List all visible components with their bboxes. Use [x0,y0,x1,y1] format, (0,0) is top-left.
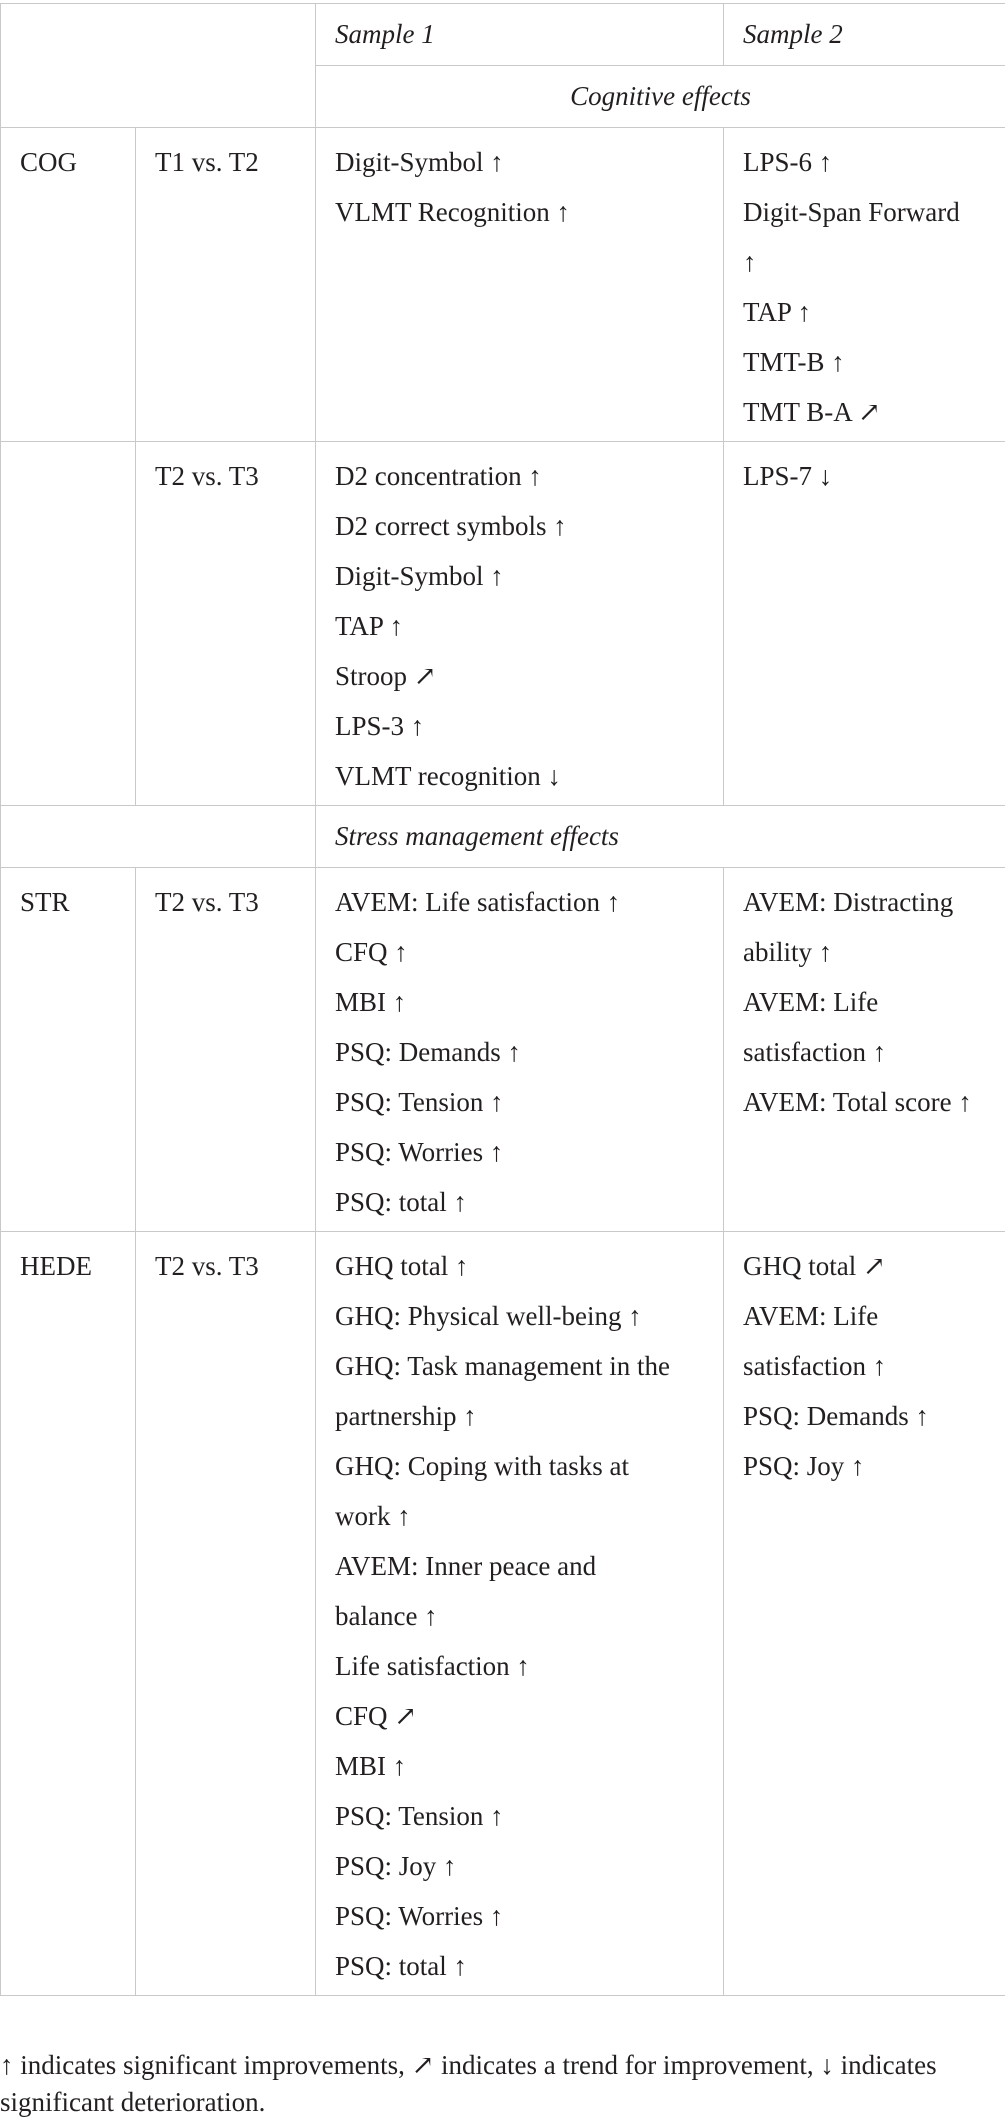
result-item: balance ↑ [335,1601,438,1631]
result-item: Life satisfaction ↑ [335,1651,530,1681]
sample1-results-cell [316,1232,724,1996]
result-item: PSQ: total ↑ [335,1187,468,1217]
result-item: Digit-Symbol ↑ [335,147,504,177]
header-empty-cell [1,4,316,128]
section-stress-label: Stress management effects [335,821,619,851]
result-item: LPS-7 ↓ [743,461,833,491]
section-stress-empty-cell [1,806,316,868]
section-cognitive-cell [316,66,1005,128]
result-item: GHQ: Coping with tasks at [335,1451,629,1481]
table-footnote [0,2047,1005,2121]
result-item: AVEM: Life [743,987,879,1017]
group-label: HEDE [20,1251,92,1281]
result-item: Digit-Symbol ↑ [335,561,504,591]
result-item: D2 concentration ↑ [335,461,542,491]
result-item: PSQ: total ↑ [335,1951,468,1981]
sample2-results-cell [724,128,1005,442]
group-cell [1,442,136,806]
result-item: PSQ: Joy ↑ [335,1851,457,1881]
comparison-label: T2 vs. T3 [155,461,259,491]
result-item: satisfaction ↑ [743,1037,887,1067]
result-item: AVEM: Inner peace and [335,1551,597,1581]
result-item: LPS-6 ↑ [743,147,833,177]
sample1-results-cell [316,128,724,442]
result-item: partnership ↑ [335,1401,477,1431]
footnote-line-2: significant deterioration. [0,2087,266,2117]
footnote-line-1: ↑ indicates significant improvements, ↗ indicates a trend for improvement, ↓ indicates [0,2050,937,2080]
result-item: satisfaction ↑ [743,1351,887,1381]
result-item: TMT-B ↑ [743,347,845,377]
sample2-results-cell [724,1232,1005,1996]
result-item: LPS-3 ↑ [335,711,425,741]
comparison-cell [136,442,316,806]
result-item: MBI ↑ [335,987,407,1017]
result-item: PSQ: Joy ↑ [743,1451,865,1481]
table-row [1,868,1005,1232]
sample1-results-cell [316,868,724,1232]
table-row [1,442,1005,806]
group-label: STR [20,887,70,917]
result-item: GHQ total ↗ [743,1251,886,1281]
sample2-results-cell [724,442,1005,806]
result-item: Stroop ↗ [335,661,437,691]
result-item: VLMT Recognition ↑ [335,197,570,227]
result-item: AVEM: Life satisfaction ↑ [335,887,621,917]
result-item: ability ↑ [743,937,833,967]
comparison-label: T2 vs. T3 [155,1251,259,1281]
result-item: work ↑ [335,1501,411,1531]
result-item: CFQ ↑ [335,937,408,967]
group-label [20,442,116,451]
section-stress-cell [316,806,1005,868]
result-item: VLMT recognition ↓ [335,761,561,791]
results-table [0,3,1005,1996]
sample1-results-cell [316,442,724,806]
table-row [1,1232,1005,1996]
header-sample1: Sample 1 [335,19,435,49]
result-item: GHQ: Task management in the [335,1351,671,1381]
comparison-cell [136,128,316,442]
group-label: COG [20,147,78,177]
header-sample1-cell [316,4,724,66]
result-item: AVEM: Total score ↑ [743,1087,972,1117]
result-item: GHQ total ↑ [335,1251,469,1281]
result-item: ↑ [743,247,757,277]
comparison-cell [136,868,316,1232]
header-sample2: Sample 2 [743,19,843,49]
group-cell [1,128,136,442]
sample2-results-cell [724,868,1005,1232]
comparison-label: T2 vs. T3 [155,887,259,917]
result-item: AVEM: Distracting [743,887,954,917]
result-item: TAP ↑ [743,297,812,327]
comparison-label: T1 vs. T2 [155,147,259,177]
result-item: PSQ: Demands ↑ [335,1037,522,1067]
comparison-cell [136,1232,316,1996]
header-sample2-cell [724,4,1005,66]
result-item: Digit-Span Forward [743,197,960,227]
group-cell [1,868,136,1232]
result-item: MBI ↑ [335,1751,407,1781]
result-item: PSQ: Tension ↑ [335,1087,504,1117]
result-item: TAP ↑ [335,611,404,641]
result-item: CFQ ↗ [335,1701,417,1731]
result-item: GHQ: Physical well-being ↑ [335,1301,642,1331]
group-cell [1,1232,136,1996]
table-header-row [1,4,1005,66]
result-item: AVEM: Life [743,1301,879,1331]
section-row-stress [1,806,1005,868]
result-item: TMT B-A ↗ [743,397,881,427]
result-item: PSQ: Worries ↑ [335,1901,504,1931]
result-item: PSQ: Demands ↑ [743,1401,930,1431]
result-item: PSQ: Worries ↑ [335,1137,504,1167]
section-cognitive-label: Cognitive effects [570,81,751,111]
table-row [1,128,1005,442]
result-item: D2 correct symbols ↑ [335,511,567,541]
result-item: PSQ: Tension ↑ [335,1801,504,1831]
